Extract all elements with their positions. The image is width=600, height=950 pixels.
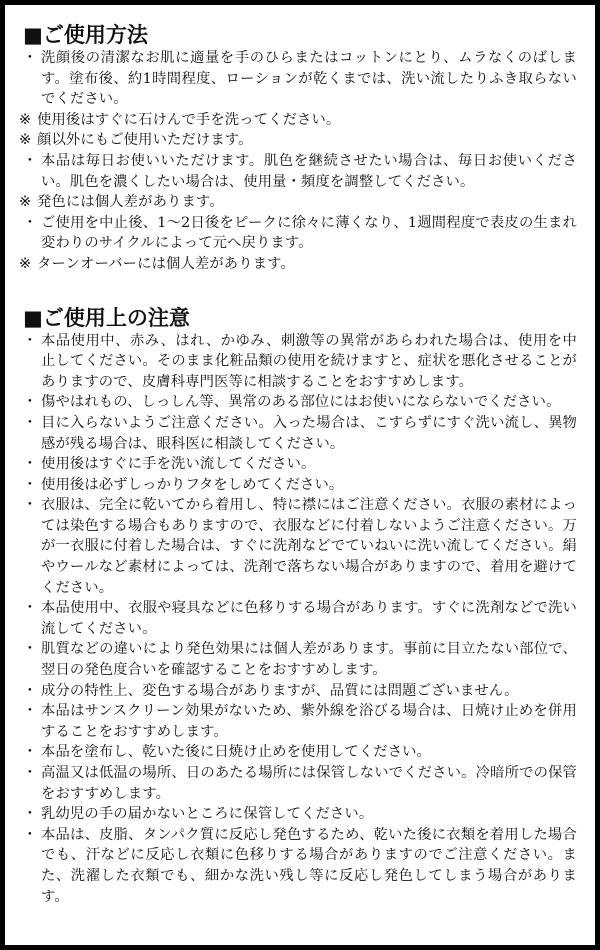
bullet-mark: ・ <box>22 476 38 493</box>
item-text: ご使用を中止後、1〜2日後をピークに徐々に薄くなり、1週間程度で表皮の生まれ変わりのサイクルによって元へ戻ります。 <box>41 214 577 252</box>
caution-item <box>19 331 577 393</box>
caution-item <box>19 825 577 907</box>
item-text: 傷やはれもの、しっしん等、異常のある部位にはお使いにならないでください。 <box>41 394 561 411</box>
bullet-mark: ・ <box>22 332 38 349</box>
item-text: 本品は、皮脂、タンパク質に反応し発色するため、乾いた後に衣類を着用した場合でも、汗などに反応し衣類に色移りする場合がありますのでご注意ください。また、洗濯した衣類でも、細かな洗い残し等に反応し発色してしまう場合があります。 <box>41 826 577 905</box>
bullet-mark: ・ <box>22 826 38 843</box>
bullet-mark: ・ <box>22 806 38 823</box>
usage-item-note <box>19 192 577 213</box>
bullet-mark: ・ <box>22 456 38 473</box>
item-text: 高温又は低温の場所、日のあたる場所には保管しないでください。冷暗所での保管をおすすめします。 <box>41 765 577 802</box>
item-text: 洗顔後の清潔なお肌に適量を手のひらまたはコットンにとり、ムラなくのばします。塗布後、約1時間程度、ローションが乾くまでは、洗い流したりふき取らないでください。 <box>41 50 577 108</box>
usage-item <box>19 213 577 254</box>
usage-heading: ■ご使用方法 <box>23 22 148 47</box>
caution-item <box>19 701 577 742</box>
usage-item-note <box>19 254 577 275</box>
bullet-mark: ・ <box>22 214 38 231</box>
item-text: 本品使用中、赤み、はれ、かゆみ、刺激等の異常があらわれた場合は、使用を中止してください。そのまま化粧品類の使用を続けますと、症状を悪化させることがありますので、皮膚科専門医等に相談することをおすすめします。 <box>41 332 577 390</box>
item-text: 本品使用中、衣服や寝具などに色移りする場合があります。すぐに洗剤などで洗い流してください。 <box>41 600 577 637</box>
item-text: 使用後は必ずしっかりフタをしめてください。 <box>41 476 344 493</box>
item-text: 肌質などの違いにより発色効果には個人差があります。事前に目立たない部位で、翌日の発色度合いを確認することをおすすめします。 <box>41 641 577 679</box>
bullet-mark: ・ <box>22 497 38 514</box>
item-text: 目に入らないようご注意ください。入った場合は、こすらずにすぐ洗い流し、異物感が残る場合は、眼科医に相談してください。 <box>41 414 577 452</box>
caution-item <box>19 804 577 825</box>
item-text: 成分の特性上、変色する場合がありますが、品質には問題ございません。 <box>41 682 519 699</box>
usage-item <box>19 48 577 110</box>
item-text: 使用後はすぐに手を洗い流してください。 <box>41 456 316 473</box>
caution-item <box>19 413 577 454</box>
usage-item <box>19 151 577 192</box>
bullet-mark: ・ <box>22 394 38 411</box>
caution-item <box>19 454 577 475</box>
note-mark: ※ <box>19 255 32 272</box>
caution-item <box>19 392 577 413</box>
note-mark: ※ <box>19 132 32 149</box>
caution-item <box>19 681 577 702</box>
usage-section <box>19 22 577 275</box>
item-text: 乳幼児の手の届かないところに保管してください。 <box>41 806 374 823</box>
bullet-mark: ・ <box>22 703 38 720</box>
item-text: 顔以外にもご使用いただけます。 <box>37 132 253 149</box>
cautions-heading: ■ご使用上の注意 <box>23 304 190 330</box>
bullet-mark: ・ <box>22 765 38 781</box>
item-text: 衣服は、完全に乾いてから着用し、特に襟にはご注意ください。衣服の素材によっては染色する場合もありますので、衣服などに付着しないようご注意ください。万が一衣服に付着した場合は、すぐに洗剤などでていねいに洗い流してください。絹やウールなど素材によっては、洗剤で落ちない場合がありますので、着用を避けてください。 <box>41 497 577 596</box>
bullet-mark: ・ <box>22 600 38 617</box>
item-text: 発色には個人差があります。 <box>37 194 224 211</box>
cautions-section <box>19 305 577 908</box>
bullet-mark: ・ <box>22 744 38 761</box>
usage-list <box>19 48 577 275</box>
bullet-mark: ・ <box>22 50 38 66</box>
usage-item-note <box>19 130 577 151</box>
note-mark: ※ <box>19 194 32 211</box>
caution-item <box>19 475 577 496</box>
caution-item <box>19 742 577 763</box>
caution-item <box>19 598 577 639</box>
item-text: ターンオーバーには個人差があります。 <box>37 255 295 272</box>
item-text: 本品を塗布し、乾いた後に日焼け止めを使用してください。 <box>41 744 432 761</box>
bullet-mark: ・ <box>22 682 38 699</box>
item-text: 本品は毎日お使いいただけます。肌色を継続させたい場合は、毎日お使いください。肌色を濃くしたい場合は、使用量・頻度を調整してください。 <box>41 152 577 190</box>
bullet-mark: ・ <box>22 152 38 169</box>
note-mark: ※ <box>19 111 32 128</box>
cautions-list <box>19 331 577 908</box>
item-text: 使用後はすぐに石けんで手を洗ってください。 <box>37 111 341 128</box>
caution-item <box>19 495 577 598</box>
usage-item-note <box>19 110 577 131</box>
caution-item <box>19 639 577 680</box>
caution-item <box>19 763 577 804</box>
bullet-mark: ・ <box>22 641 38 658</box>
item-text: 本品はサンスクリーン効果がないため、紫外線を浴びる場合は、日焼け止めを併用することをおすすめします。 <box>41 703 577 740</box>
bullet-mark: ・ <box>22 414 38 431</box>
